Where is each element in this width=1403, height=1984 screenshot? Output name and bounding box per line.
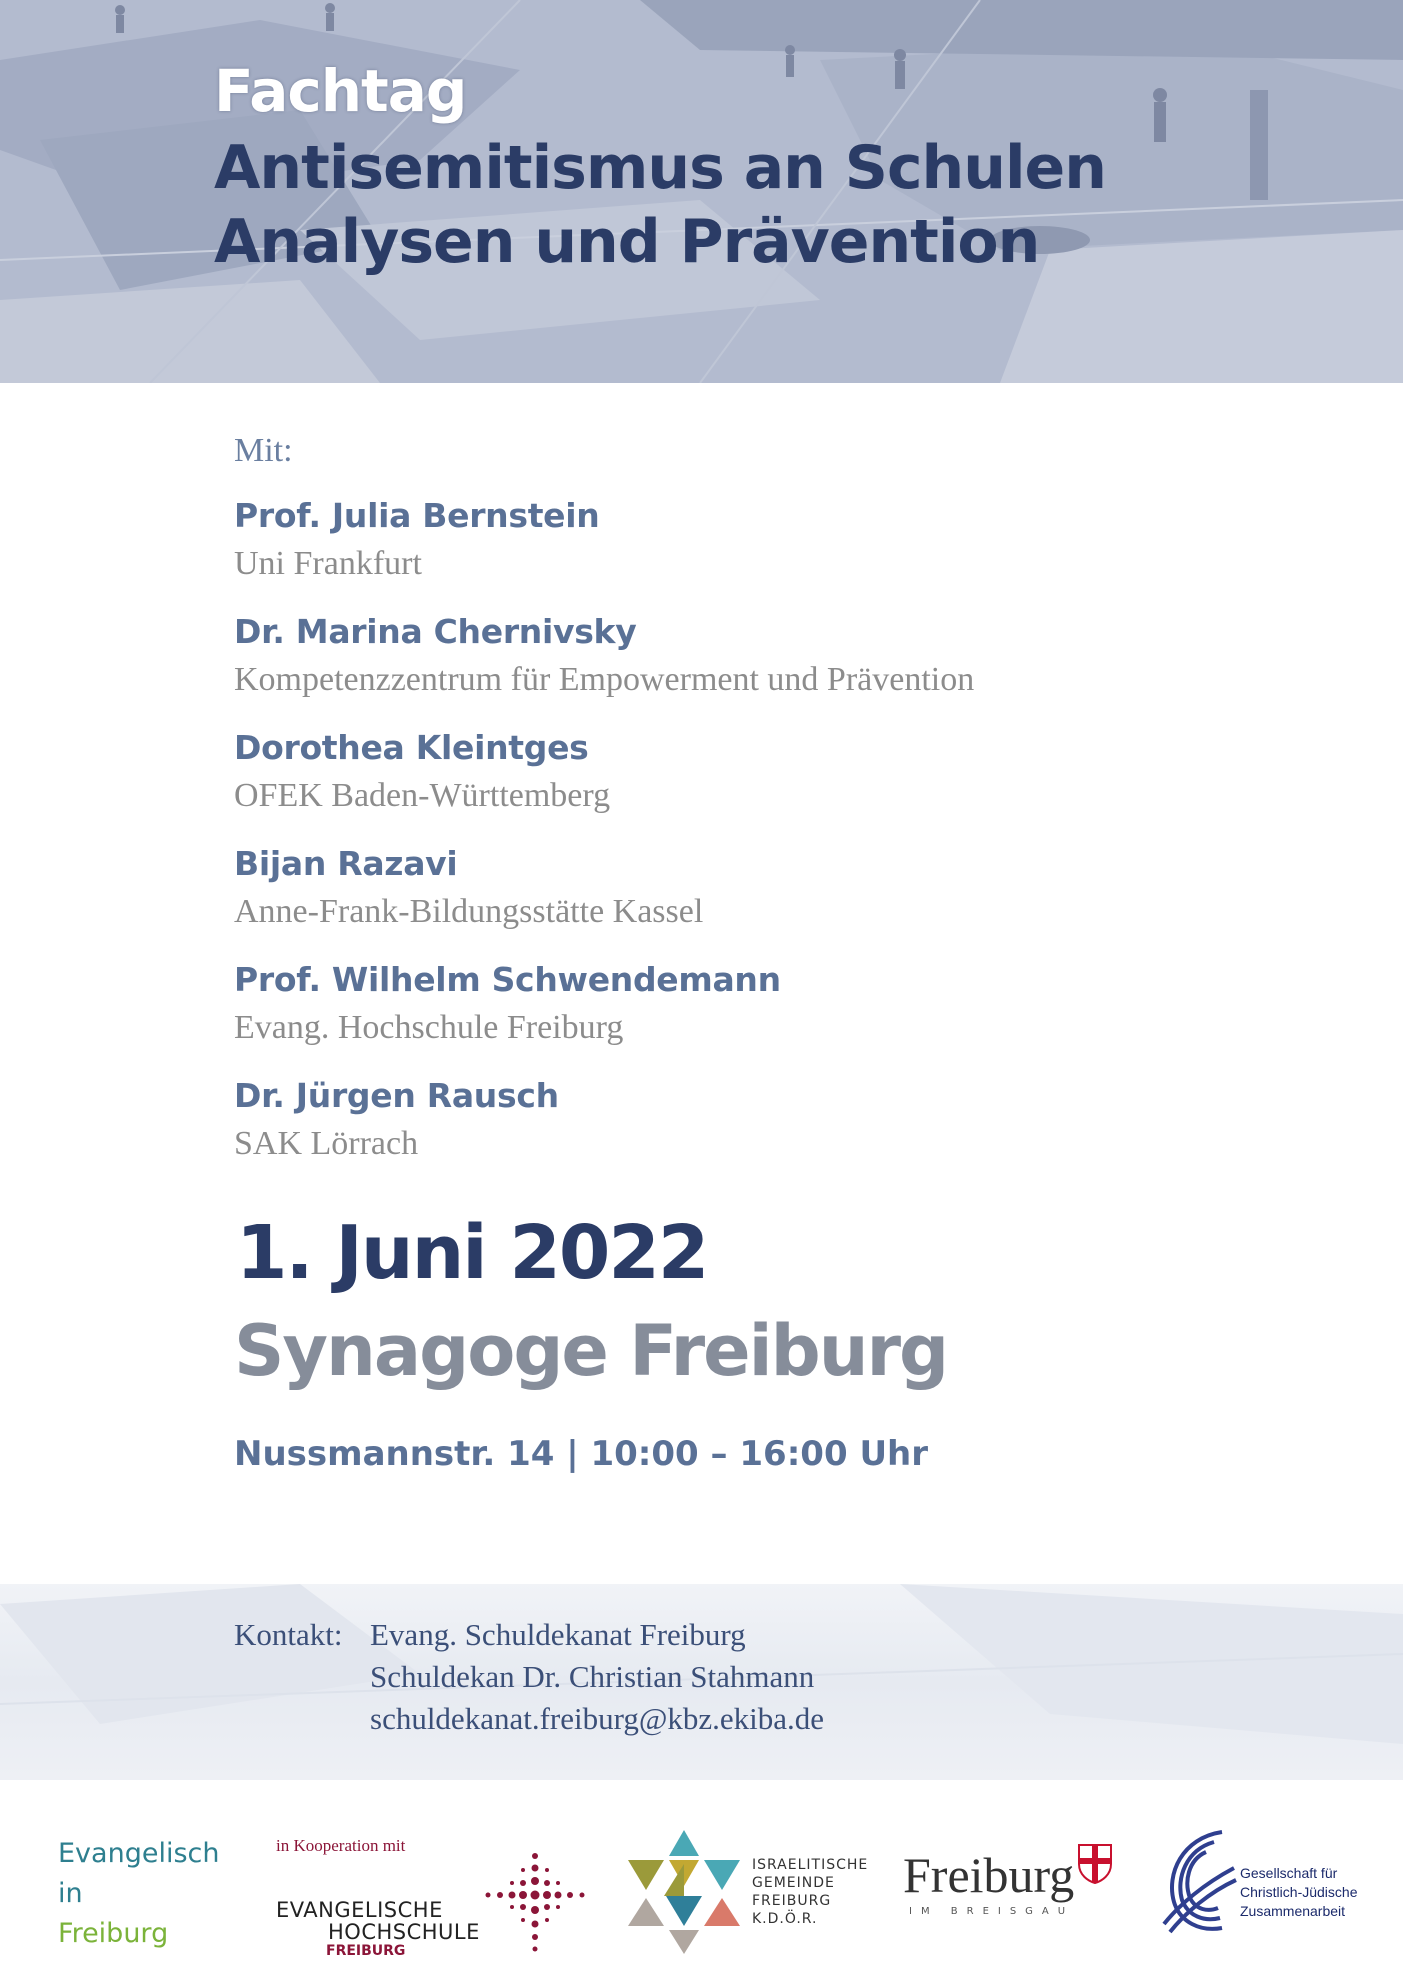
- logo-hochschule-line2: HOCHSCHULE: [328, 1920, 480, 1944]
- speaker-affiliation: Evang. Hochschule Freiburg: [234, 1009, 624, 1046]
- speaker-name: Prof. Wilhelm Schwendemann: [234, 960, 781, 999]
- headline-title-line1: Antisemitismus an Schulen: [214, 133, 1106, 203]
- speaker-item: [234, 728, 1234, 816]
- freiburg-coat-of-arms-icon: [1078, 1844, 1112, 1884]
- hochschule-cross-icon: [480, 1848, 590, 1958]
- logo-gemeinde-line1: ISRAELITISCHE: [752, 1857, 869, 1873]
- logo-gemeinde-line4: K.D.Ö.R.: [752, 1911, 818, 1927]
- headline-block: [214, 57, 1106, 277]
- logo-hochschule-line1: EVANGELISCHE: [276, 1898, 443, 1922]
- star-of-david-icon: [624, 1826, 744, 1956]
- logo-gcjz-text: [1240, 1864, 1357, 1921]
- logo-freiburg-sub: IM BREISGAU: [909, 1906, 1075, 1917]
- speaker-item: [234, 1076, 1234, 1164]
- logo-gcjz-line2: Christlich-Jüdische: [1240, 1884, 1358, 1900]
- logo-evangelisch-line1: Evangelisch: [58, 1838, 220, 1869]
- speakers-intro: Mit:: [234, 432, 293, 469]
- contact-line-2: Schuldekan Dr. Christian Stahmann: [370, 1659, 815, 1694]
- speaker-name: Dr. Marina Chernivsky: [234, 612, 637, 651]
- speaker-item: [234, 960, 1234, 1048]
- logo-stadt-freiburg: [903, 1847, 1143, 1917]
- headline-kicker: Fachtag: [214, 57, 467, 125]
- logo-gcjz-line1: Gesellschaft für: [1240, 1865, 1338, 1881]
- logo-israelitische-gemeinde: [624, 1826, 884, 1966]
- speaker-affiliation: SAK Lörrach: [234, 1125, 419, 1162]
- contact-line-1: Evang. Schuldekanat Freiburg: [370, 1617, 746, 1652]
- speaker-item: [234, 844, 1234, 932]
- event-venue: Synagoge Freiburg: [234, 1310, 948, 1392]
- gcjz-emblem-icon: [1160, 1824, 1238, 1942]
- logo-evangelische-hochschule: [276, 1836, 596, 1966]
- speakers-section: [234, 432, 1234, 1192]
- logo-gemeinde-line3: FREIBURG: [752, 1893, 832, 1909]
- headline-title-line2: Analysen und Prävention: [214, 207, 1040, 277]
- header-photo-banner: [0, 0, 1403, 383]
- speaker-item: [234, 612, 1234, 700]
- contact-label: Kontakt:: [234, 1617, 343, 1652]
- logo-evangelisch-line3: Freiburg: [58, 1918, 169, 1949]
- logo-gcjz-line3: Zusammenarbeit: [1240, 1903, 1346, 1919]
- speaker-name: Prof. Julia Bernstein: [234, 496, 600, 535]
- logo-gemeinde-line2: GEMEINDE: [752, 1875, 835, 1891]
- event-date: 1. Juni 2022: [236, 1210, 708, 1296]
- partner-logos-row: [0, 1800, 1403, 1984]
- logo-gcjz: [1160, 1824, 1390, 1964]
- logo-gemeinde-text: [752, 1856, 868, 1928]
- logo-hochschule-line3: FREIBURG: [326, 1943, 406, 1959]
- speaker-affiliation: Anne-Frank-Bildungsstätte Kassel: [234, 893, 704, 930]
- contact-block: [234, 1614, 824, 1740]
- cooperation-note: in Kooperation mit: [276, 1836, 406, 1855]
- speaker-affiliation: Uni Frankfurt: [234, 545, 422, 582]
- contact-email-link[interactable]: schuldekanat.freiburg@kbz.ekiba.de: [370, 1701, 825, 1736]
- speaker-name: Bijan Razavi: [234, 844, 458, 883]
- speaker-name: Dr. Jürgen Rausch: [234, 1076, 559, 1115]
- logo-evangelisch-in-freiburg: [58, 1834, 219, 1954]
- speaker-name: Dorothea Kleintges: [234, 728, 589, 767]
- logo-evangelisch-line2: in: [58, 1878, 83, 1909]
- speaker-affiliation: OFEK Baden-Württemberg: [234, 777, 611, 814]
- speaker-item: [234, 496, 1234, 584]
- event-address-time: Nussmannstr. 14 | 10:00 – 16:00 Uhr: [234, 1434, 929, 1474]
- speaker-affiliation: Kompetenzzentrum für Empowerment und Prävention: [234, 661, 975, 698]
- logo-freiburg-name: Freiburg: [903, 1847, 1075, 1903]
